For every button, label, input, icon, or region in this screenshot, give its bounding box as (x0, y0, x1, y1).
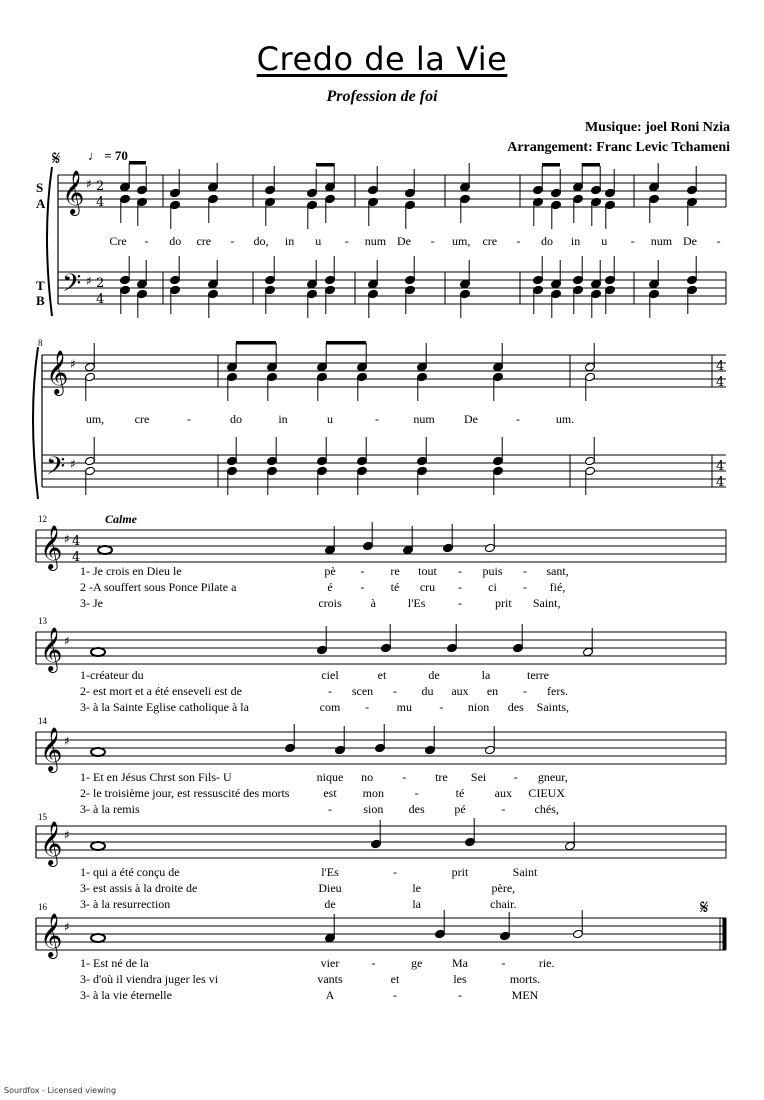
lyric-syllable: - (414, 786, 419, 800)
lyric-syllable: - (393, 684, 397, 698)
lyric-syllable: prit (494, 596, 512, 610)
lyric-text: 1- Est né de la (80, 956, 149, 970)
lyric-syllable: no (361, 770, 374, 784)
lyric-syllable: cre (134, 412, 150, 426)
measure-number: 16 (38, 902, 47, 912)
lyric-syllable: la (481, 668, 491, 682)
treble-clef: 𝄞 (40, 821, 63, 865)
lyric-text: 2- est mort et a été enseveli est de (80, 684, 242, 698)
measure-number: 14 (38, 716, 47, 726)
lyric-syllable: u (315, 234, 322, 248)
lyric-syllable: - (458, 988, 462, 1002)
lyric-syllable: - (458, 564, 462, 578)
lyric-syllable: - (523, 564, 527, 578)
expression-marking: Calme (105, 512, 137, 526)
lyric-syllable: - (360, 580, 365, 594)
lyric-syllable: in (570, 234, 581, 248)
lyric-syllable: - (402, 770, 407, 784)
lyric-syllable: nique (316, 770, 344, 784)
lyric-syllable: pé (454, 802, 466, 816)
lyric-syllable: aux (451, 684, 469, 698)
lyric-syllable: - (430, 234, 435, 248)
lyric-syllable: vants (317, 972, 343, 986)
lyric-syllable: - (187, 412, 191, 426)
lyric-syllable: Sei (470, 770, 487, 784)
lyric-syllable: sant, (546, 564, 569, 578)
lyric-syllable: mu (396, 700, 412, 714)
whole-note (91, 648, 105, 656)
key-signature: ♯ (64, 734, 70, 748)
lyric-syllable: - (393, 988, 397, 1002)
lyric-syllable: re (390, 564, 400, 578)
lyric-text: 1-créateur du (80, 668, 144, 682)
key-signature: ♯ (64, 532, 70, 546)
lyric-syllable: - (716, 234, 721, 248)
lyric-syllable: é (327, 580, 333, 594)
lyric-syllable: - (501, 956, 506, 970)
measure-number: 13 (38, 616, 47, 626)
lyric-syllable: té (390, 580, 400, 594)
lyric-syllable: - (375, 412, 379, 426)
lyric-text: 3- à la remis (80, 802, 140, 816)
lyric-syllable: Ma (452, 956, 468, 970)
lyric-syllable: - (344, 234, 349, 248)
lyric-syllable: - (144, 234, 149, 248)
lyric-syllable: De (683, 234, 697, 248)
lyric-syllable: um, (452, 234, 471, 248)
lyric-syllable: l'Es (407, 596, 426, 610)
lyric-syllable: des (507, 700, 524, 714)
measure-number: 12 (38, 514, 47, 524)
lyric-syllable: chés, (534, 802, 559, 816)
lyric-syllable: com (319, 700, 341, 714)
lyric-syllable: Saint, (532, 596, 561, 610)
lyric-syllable: um. (555, 412, 575, 426)
lyric-syllable: u (601, 234, 608, 248)
key-signature: ♯ (70, 457, 76, 471)
lyric-syllable: puis (482, 564, 503, 578)
lyric-syllable: prit (451, 865, 469, 879)
time-signature: 4 (716, 475, 725, 490)
lyric-syllable: num (364, 234, 387, 248)
key-signature: ♯ (64, 920, 70, 934)
lyric-syllable: num (650, 234, 673, 248)
composer-credit: Musique: joel Roni Nzia (584, 120, 730, 135)
lyric-syllable: gneur, (537, 770, 568, 784)
lyric-syllable: - (458, 596, 462, 610)
lyric-syllable: est (323, 786, 337, 800)
beam (326, 341, 366, 345)
lyric-syllable: rie. (538, 956, 555, 970)
lyric-syllable: cre (196, 234, 212, 248)
lyric-syllable: cru (419, 580, 436, 594)
measure-number: 15 (38, 812, 47, 822)
lyric-syllable: sion (363, 802, 384, 816)
whole-note (98, 546, 112, 554)
time-signature: 4 (96, 292, 105, 307)
lyric-text: 1- Je crois en Dieu le (80, 564, 182, 578)
lyric-syllable: Dieu (318, 881, 342, 895)
lyric-syllable: - (501, 802, 506, 816)
lyric-text: 3- à la resurrection (80, 897, 171, 911)
lyric-syllable: in (278, 412, 288, 426)
lyric-syllable: num (413, 412, 435, 426)
lyric-syllable: Cre (109, 234, 127, 248)
treble-clef: 𝄞 (46, 350, 69, 394)
time-signature: 4 (716, 375, 725, 390)
lyric-syllable: morts. (509, 972, 541, 986)
lyric-syllable: - (371, 956, 376, 970)
lyric-text: 2 -A souffert sous Ponce Pilate a (80, 580, 237, 594)
lyric-syllable: do, (253, 234, 269, 248)
beam (236, 341, 276, 345)
lyric-syllable: tre (435, 770, 448, 784)
lyric-text: 3- à la vie éternelle (80, 988, 172, 1002)
arranger-credit: Arrangement: Franc Levic Tchameni (507, 140, 730, 155)
whole-note (91, 748, 105, 756)
lyric-syllable: - (458, 580, 462, 594)
segno-sign: 𝄋 (700, 895, 709, 919)
lyric-syllable: - (365, 700, 370, 714)
lyric-syllable: de (428, 668, 440, 682)
voice-label-soprano: S (36, 180, 44, 195)
lyric-syllable: cre (482, 234, 498, 248)
lyric-text: 1- Et en Jésus Chrst son Fils- U (80, 770, 232, 784)
lyric-syllable: mon (362, 786, 385, 800)
system-bracket (47, 167, 52, 316)
footer-note: Sourdfox - Licensed viewing (4, 1086, 117, 1095)
lyric-syllable: tout (418, 564, 437, 578)
lyric-syllable: l'Es (321, 865, 339, 879)
lyric-syllable: do (169, 234, 182, 248)
beam (582, 163, 600, 167)
beam (129, 161, 146, 165)
lyric-syllable: do (230, 412, 242, 426)
time-signature: 4 (72, 550, 81, 565)
lyric-text: 2- le troisième jour, est ressuscité des morts (80, 786, 290, 800)
lyric-syllable: aux (494, 786, 512, 800)
lyric-syllable: chair. (490, 897, 517, 911)
lyric-syllable: De (397, 234, 411, 248)
key-signature: ♯ (64, 634, 70, 648)
lyric-syllable: - (439, 700, 444, 714)
lyric-text: 3- d'où il viendra juger les vi (80, 972, 219, 986)
subtitle: Profession de foi (326, 88, 438, 105)
lyric-syllable: - (360, 564, 365, 578)
whole-note (91, 934, 105, 942)
time-signature: 2 (96, 179, 105, 194)
lyric-syllable: nion (467, 700, 490, 714)
lyric-syllable: - (630, 234, 635, 248)
lyric-syllable: in (284, 234, 295, 248)
treble-clef: 𝄞 (40, 727, 63, 771)
lyric-syllable: - (328, 802, 332, 816)
lyric-syllable: - (516, 234, 521, 248)
treble-clef: 𝄞 (40, 627, 63, 671)
lyric-syllable: De (464, 412, 478, 426)
lyric-syllable: père, (491, 881, 516, 895)
lyric-syllable: Saint (512, 865, 538, 879)
lyric-syllable: des (408, 802, 425, 816)
system-bracket (33, 347, 38, 499)
treble-clef: 𝄞 (62, 170, 85, 214)
lyric-syllable: Saints, (536, 700, 570, 714)
lyric-syllable: té (455, 786, 465, 800)
whole-note (91, 842, 105, 850)
lyric-syllable: - (523, 684, 527, 698)
lyric-syllable: pè (324, 564, 336, 578)
lyric-syllable: fié, (549, 580, 566, 594)
lyric-syllable: A (325, 988, 335, 1002)
lyric-text: 3- Je (80, 596, 103, 610)
lyric-syllable: - (230, 234, 235, 248)
lyric-syllable: - (523, 580, 527, 594)
lyric-text: 3- est assis à la droite de (80, 881, 198, 895)
lyric-syllable: crois (318, 596, 342, 610)
beam (316, 163, 334, 167)
lyric-syllable: - (513, 770, 518, 784)
lyric-syllable: u (327, 412, 333, 426)
lyric-syllable: MEN (511, 988, 539, 1002)
time-signature: 4 (716, 359, 725, 374)
lyric-syllable: du (421, 684, 434, 698)
lyric-syllable: terre (527, 668, 549, 682)
key-signature: ♯ (70, 357, 76, 371)
bass-clef: 𝄢 (62, 269, 82, 304)
voice-label-tenor: T (36, 278, 45, 293)
key-signature: ♯ (86, 177, 92, 191)
lyric-syllable: fers. (547, 684, 568, 698)
lyric-syllable: les (453, 972, 467, 986)
lyric-syllable: la (412, 897, 422, 911)
lyric-syllable: - (516, 412, 520, 426)
measure-number: 8 (38, 338, 43, 348)
time-signature: 4 (716, 459, 725, 474)
lyric-syllable: et (377, 668, 387, 682)
beam (542, 163, 560, 167)
lyric-syllable: le (412, 881, 422, 895)
bass-clef: 𝄢 (46, 452, 66, 487)
lyric-syllable: - (328, 684, 332, 698)
voice-label-alto: A (36, 196, 46, 211)
lyric-syllable: et (390, 972, 400, 986)
lyric-syllable: vier (320, 956, 340, 970)
lyric-syllable: ci (488, 580, 497, 594)
time-signature: 4 (96, 195, 105, 210)
segno-sign: 𝄋 (52, 146, 61, 170)
lyric-syllable: do (541, 234, 553, 248)
lyric-syllable: de (324, 897, 336, 911)
key-signature: ♯ (64, 828, 70, 842)
lyric-text: 3- à la Sainte Eglise catholique à la (80, 700, 249, 714)
lyric-syllable: CIEUX (528, 786, 566, 800)
lyric-syllable: en (486, 684, 499, 698)
lyric-syllable: à (370, 596, 376, 610)
key-signature: ♯ (86, 274, 92, 288)
tempo-marking: ♩ = 70 (88, 148, 128, 163)
lyric-syllable: ciel (321, 668, 339, 682)
treble-clef: 𝄞 (40, 525, 63, 569)
lyric-text: 1- qui a été conçu de (80, 865, 180, 879)
lyric-syllable: ge (411, 956, 423, 970)
lyric-syllable: scen (351, 684, 374, 698)
lyric-syllable: um, (85, 412, 105, 426)
page-title: Credo de la Vie (256, 40, 508, 78)
time-signature: 2 (96, 276, 105, 291)
treble-clef: 𝄞 (40, 913, 63, 957)
lyric-syllable: - (393, 865, 397, 879)
voice-label-bass: B (36, 293, 45, 308)
time-signature: 4 (72, 534, 81, 549)
